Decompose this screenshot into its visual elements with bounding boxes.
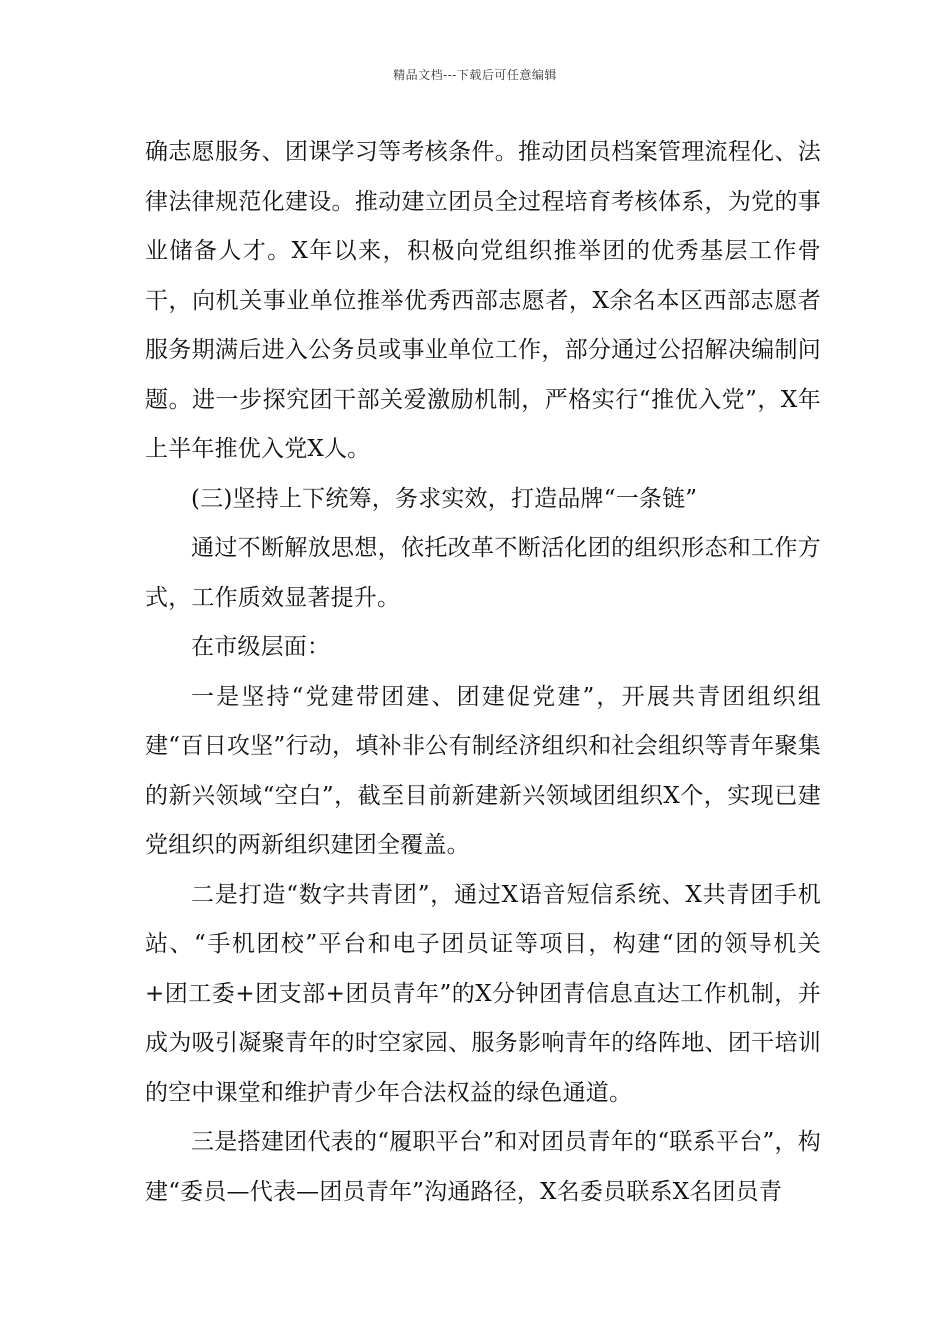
paragraph-continuation: 确志愿服务、团课学习等考核条件。推动团员档案管理流程化、法律法律规范化建设。推动建立团员全过程培育考核体系，为党的事业储备人才。X年以来，积极向党组织推举团的优秀基层工作骨干，向机关事业单位推举优秀西部志愿者，X余名本区西部志愿者服务期满后进入公务员或事业单位工作，部分通过公招解决编制问题。进一步探究团干部关爱激励机制，严格实行“推优入党”，X年上半年推优入党X人。 bbox=[145, 139, 821, 462]
paragraph-intro: 通过不断解放思想，依托改革不断活化团的组织形态和工作方式，工作质效显著提升。 bbox=[145, 535, 821, 611]
paragraph-point-three: 三是搭建团代表的“履职平台”和对团员青年的“联系平台”，构建“委员—代表—团员青年”沟通路径，X名委员联系X名团员青 bbox=[145, 1129, 821, 1205]
paragraph-point-two: 二是打造“数字共青团”，通过X语音短信系统、X共青团手机站、“手机团校”平台和电子团员证等项目，构建“团的领导机关+团工委+团支部+团员青年”的X分钟团青信息直达工作机制，并成为吸引凝聚青年的时空家园、服务影响青年的络阵地、团干培训的空中课堂和维护青少年合法权益的绿色通道。 bbox=[145, 881, 821, 1106]
section-heading: (三)坚持上下统筹，务求实效，打造品牌“一条链” bbox=[191, 485, 698, 512]
document-body bbox=[145, 128, 821, 1217]
paragraph-city-level: 在市级层面： bbox=[191, 634, 331, 660]
page-header: 精品文档---下载后可任意编辑 bbox=[393, 68, 557, 82]
paragraph-point-one: 一是坚持“党建带团建、团建促党建”，开展共青团组织组建“百日攻坚”行动，填补非公有制经济组织和社会组织等青年聚集的新兴领域“空白”，截至目前新建新兴领域团组织X个，实现已建党组织的两新组织建团全覆盖。 bbox=[145, 683, 821, 858]
